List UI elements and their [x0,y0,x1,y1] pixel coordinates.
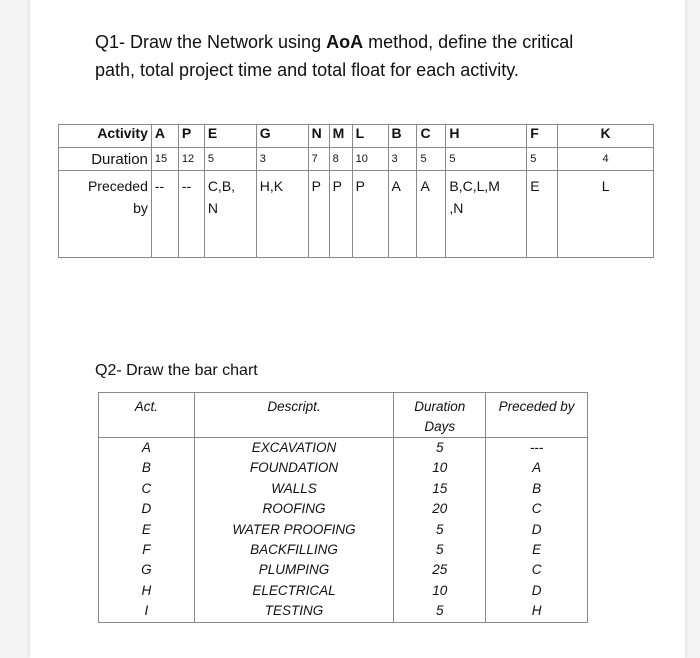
preceded-label-line: Preceded [87,178,148,194]
preceded-row [59,171,654,258]
act-cell: B [141,460,151,476]
preceded-cell: P [308,171,329,258]
preceded-by-cell: B [532,480,542,496]
activity-cell: G [256,125,308,148]
preceded-cell [204,171,256,258]
preceded-cell: P [352,171,388,258]
act-cell: E [141,521,151,537]
header-duration-line: Duration [414,399,466,414]
preceded-cell: -- [178,171,204,258]
q1-question [95,28,655,84]
activity-row-label: Activity [59,125,152,148]
preceded-line: C,B, [207,178,236,194]
header-duration-line: Days [424,419,456,434]
duration-days-cell: 10 [432,460,448,476]
act-cell: I [144,603,149,619]
q1-title-method: AoA [326,32,364,52]
descript-column [194,438,394,623]
descript-cell: PLUMPING [258,562,330,578]
act-cell: F [142,541,151,557]
duration-cell: 8 [329,148,352,171]
descript-cell: WALLS [271,480,317,496]
q1-title-line2: path, total project time and total float for each activity. [95,60,519,80]
act-cell: C [141,480,152,496]
preceded-line: ,N [449,200,464,216]
descript-cell: ELECTRICAL [252,582,336,598]
duration-cell: 7 [308,148,329,171]
preceded-label-line: by [133,200,148,216]
preceded-by-cell: --- [529,440,544,455]
descript-cell: FOUNDATION [249,460,339,476]
activity-cell: N [308,125,329,148]
preceded-cell: -- [151,171,178,258]
descript-cell: TESTING [264,603,324,619]
duration-days-cell: 20 [432,501,448,517]
activity-cell: H [446,125,527,148]
descript-cell: BACKFILLING [250,541,338,557]
activity-cell: K [558,125,654,148]
preceded-line: B,C,L,M [449,178,500,194]
preceded-by-cell: E [532,541,542,557]
duration-cell: 5 [527,148,558,171]
preceded-by-cell: H [531,603,542,619]
header-descript: Descript. [194,393,394,438]
q1-title-part: Q1- Draw the Network using [95,32,327,52]
preceded-column [486,438,588,623]
table-header-row [99,393,588,438]
descript-cell: ROOFING [262,501,326,517]
activity-cell: A [151,125,178,148]
preceded-cell: E [527,171,558,258]
activity-cell: M [329,125,352,148]
preceded-cell: L [558,171,654,258]
duration-days-cell: 5 [435,603,444,619]
duration-cell: 5 [446,148,527,171]
preceded-by-cell: C [531,562,542,578]
duration-cell: 4 [558,148,654,171]
preceded-cell: H,K [256,171,308,258]
duration-days-cell: 10 [432,582,448,598]
preceded-line: N [207,200,218,216]
header-preceded: Preceded by [486,393,588,438]
duration-cell: 15 [151,148,178,171]
act-cell: G [141,562,152,578]
preceded-row-label [59,171,152,258]
act-cell: A [141,440,151,455]
duration-cell: 3 [256,148,308,171]
duration-cell: 5 [204,148,256,171]
act-column [99,438,195,623]
duration-column [394,438,486,623]
preceded-cell: P [329,171,352,258]
activity-cell: F [527,125,558,148]
duration-row [59,148,654,171]
q2-title: Q2- Draw the bar chart [95,362,258,379]
duration-days-cell: 5 [435,521,444,537]
duration-row-label: Duration [59,148,152,171]
act-cell: D [141,501,152,517]
duration-cell: 12 [178,148,204,171]
preceded-by-cell: D [531,521,542,537]
duration-cell: 10 [352,148,388,171]
preceded-cell [446,171,527,258]
duration-days-cell: 5 [435,440,444,455]
header-duration [394,393,486,438]
preceded-cell: A [417,171,446,258]
q1-title-part: method, define the critical [363,32,574,52]
activity-cell: L [352,125,388,148]
activity-row [59,125,654,148]
duration-cell: 3 [388,148,417,171]
act-cell: H [141,582,152,598]
bar-chart-activity-table [98,392,588,623]
duration-days-cell: 15 [432,480,448,496]
preceded-by-cell: D [531,582,542,598]
duration-cell: 5 [417,148,446,171]
activity-cell: B [388,125,417,148]
duration-days-cell: 25 [432,562,448,578]
preceded-cell: A [388,171,417,258]
table-body [99,438,588,623]
activity-table [58,124,654,258]
preceded-by-cell: A [532,460,542,476]
activity-cell: P [178,125,204,148]
descript-cell: WATER PROOFING [232,521,356,537]
duration-days-cell: 5 [435,541,444,557]
activity-cell: C [417,125,446,148]
header-act: Act. [99,393,195,438]
preceded-by-cell: C [531,501,542,517]
descript-cell: EXCAVATION [251,440,337,455]
activity-cell: E [204,125,256,148]
